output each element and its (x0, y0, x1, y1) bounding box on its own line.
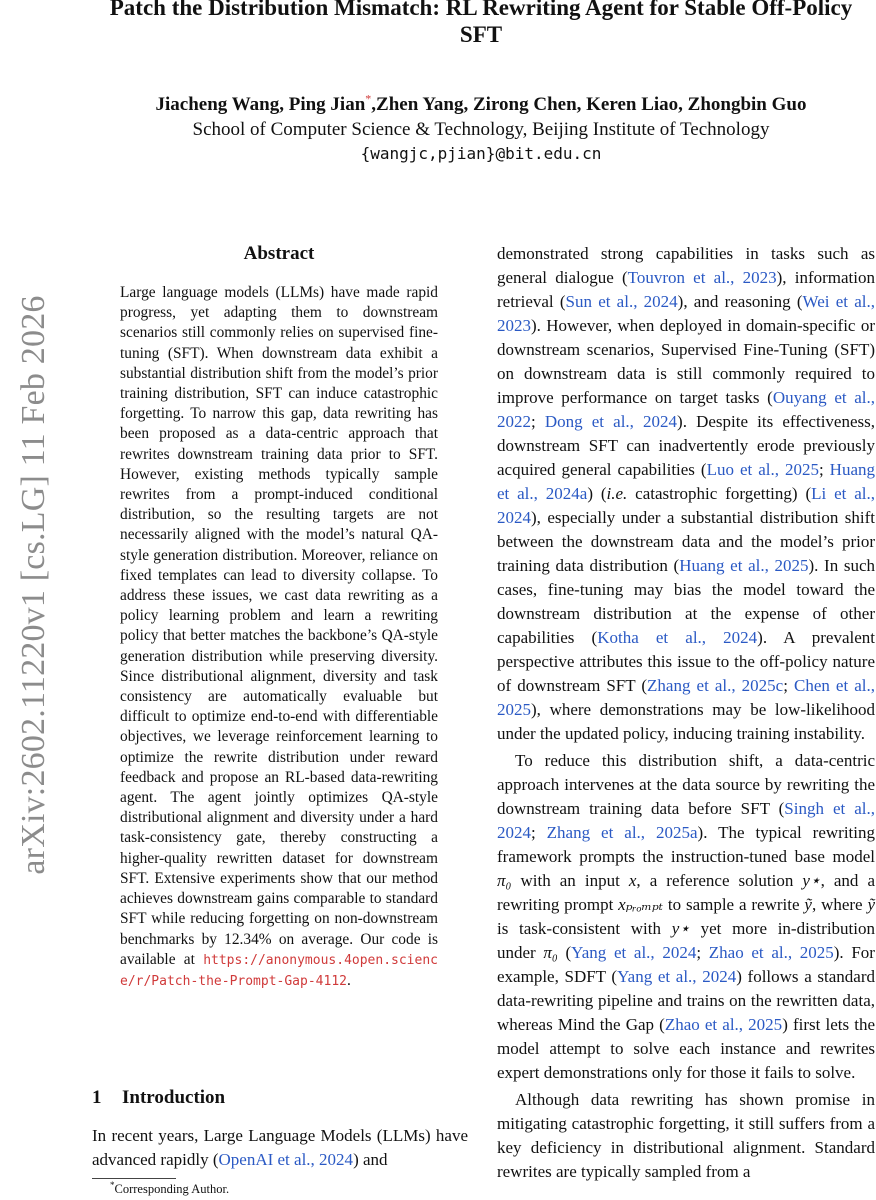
math-inline: π₀ (543, 943, 558, 962)
corresponding-author-mark[interactable]: * (365, 91, 372, 106)
footnote-text: Corresponding Author. (114, 1182, 230, 1196)
abstract-heading: Abstract (243, 243, 315, 264)
intro-left-paragraph (92, 1124, 468, 1172)
citation-link[interactable]: Wei et al., 2023 (497, 292, 875, 335)
intro-paragraph-1 (497, 242, 875, 746)
citation-link[interactable]: Yang et al., 2024 (571, 943, 697, 962)
citation-link[interactable]: Kotha et al., 2024 (597, 628, 758, 647)
body-text: ) first lets the model attempt to solve each instance and rewrites expert demonstrations only for those it fails to solve. (497, 1015, 876, 1082)
body-text: ). However, when deployed in domain-specific or downstream scenarios, Supervised Fine-Tuning (SFT) on downstream data is still commonly required to improve performance on target tasks ( (497, 316, 875, 407)
body-text: ), where demonstrations may be low-likelihood under the updated policy, inducing training instability. (497, 700, 875, 743)
body-text: ). The typical rewriting framework prompts the instruction-tuned base model (497, 823, 875, 866)
citation-link[interactable]: Singh et al., 2024 (497, 799, 875, 842)
section-number: 1 (92, 1087, 102, 1108)
citation-link[interactable]: Sun et al., 2024 (565, 292, 678, 311)
citation-link[interactable]: Zhao et al., 2025 (708, 943, 834, 962)
body-text: , a reference solution (636, 871, 803, 890)
authors-part-1: Jiacheng Wang, Ping Jian (155, 94, 366, 115)
author-list (96, 93, 866, 117)
body-text: yet more in-distribution under (497, 919, 875, 962)
code-link[interactable]: https://anonymous.4open.science/r/Patch-the-Prompt-Gap-4112 (120, 952, 438, 989)
abstract-text: Large language models (LLMs) have made rapid progress, yet adapting them to downstream scenarios still commonly relies on supervised fine-tuning (SFT). When downstream data exhibit a substantial distribution shift from the model’s prior training distribution, SFT can induce catastrophic forgetting. To narrow this gap, data rewriting has been proposed as a data-centric approach that rewrites downstream training data prior to SFT. However, existing methods typically sample rewrites from a prompt-induced conditional distribution, so the resulting targets are not necessarily aligned with the model’s natural QA-style generation distribution. Moreover, reliance on fixed templates can lead to diversity collapse. To address these issues, we cast data rewriting as a policy learning problem and learn a rewriting policy that better matches the backbone’s QA-style generation distribution while preserving diversity. Since distributional alignment, diversity and task consistency are automatically evaluable but difficult to optimize end-to-end with differentiable objectives, we leverage reinforcement learning to optimize the rewrite distribution under reward feedback and propose an RL-based data-rewriting agent. The agent jointly optimizes QA-style distributional alignment and diversity under a hard task-consistency gate, thereby constructing a higher-quality rewritten dataset for downstream SFT. Extensive experiments show that our method achieves downstream gains comparable to standard SFT while reducing forgetting on non-downstream benchmarks by 12.34% on average. Our code is available at (120, 284, 438, 968)
abstract-body (120, 283, 438, 992)
body-text: ; (531, 412, 545, 431)
footnote-mark: * (110, 1179, 115, 1190)
math-inline: xₚᵣₒₘₚₜ (618, 895, 663, 914)
body-text: , where (811, 895, 868, 914)
body-text: catastrophic forgetting) ( (627, 484, 812, 503)
body-text: ). In such cases, fine-tuning may bias the model toward the downstream distribution at the expense of other capabilities ( (497, 556, 876, 647)
paper-title: Patch the Distribution Mismatch: RL Rewriting Agent for Stable Off-Policy SFT (109, 0, 853, 47)
math-inline: π₀ (497, 871, 512, 890)
body-text: To reduce this distribution shift, a data-centric approach intervenes at the data source by rewriting the downstream training data before SFT ( (497, 751, 875, 818)
body-text: to sample a rewrite (662, 895, 805, 914)
body-text: with an input (511, 871, 629, 890)
citation-link[interactable]: Zhang et al., 2025a (546, 823, 698, 842)
citation-link[interactable]: Ouyang et al., 2022 (497, 388, 876, 431)
body-text: ), and reasoning ( (677, 292, 803, 311)
body-text: ). Despite its effectiveness, downstream SFT can inadvertently erode previously acquired general capabilities ( (497, 412, 875, 479)
body-text: ; (696, 943, 709, 962)
intro-text: In recent years, Large Language Models (LLMs) have advanced rapidly ( (92, 1126, 468, 1169)
body-text: ). A prevalent perspective attributes this issue to the off-policy nature of downstream SFT ( (497, 628, 875, 695)
citation-link[interactable]: Li et al., 2024 (497, 484, 875, 527)
citation-link[interactable]: OpenAI et al., 2024 (218, 1150, 354, 1169)
citation-link[interactable]: Yang et al., 2024 (617, 967, 737, 986)
citation-link[interactable]: Huang et al., 2024a (497, 460, 875, 503)
intro-paragraph-2 (497, 749, 875, 1085)
body-text: ; (783, 676, 794, 695)
math-inline: ỹ (867, 895, 876, 914)
citation-link[interactable]: Luo et al., 2025 (706, 460, 819, 479)
body-text: is task-consistent with (497, 919, 672, 938)
authors-part-2: ,Zhen Yang, Zirong Chen, Keren Liao, Zhongbin Guo (371, 94, 807, 115)
body-text: , and a rewriting prompt (497, 871, 875, 914)
math-inline: ỹ (804, 895, 812, 914)
footnote (110, 1181, 229, 1197)
body-text: ), especially under a substantial distribution shift between the downstream data and the model’s prior training data distribution ( (497, 508, 875, 575)
intro-text: ) and (353, 1150, 388, 1169)
footnote-rule (92, 1178, 176, 1179)
body-text: ( (557, 943, 572, 962)
body-text: ; (531, 823, 547, 842)
citation-link[interactable]: Touvron et al., 2023 (627, 268, 777, 287)
citation-link[interactable]: Zhang et al., 2025c (647, 676, 784, 695)
citation-link[interactable]: Chen et al., 2025 (497, 676, 875, 719)
intro-paragraph-3: Although data rewriting has shown promise in mitigating catastrophic forgetting, it still suffers from a key deficiency in distributional alignment. Standard rewrites are typically sampled from a (497, 1090, 875, 1181)
math-inline: y⋆ (671, 919, 690, 938)
body-text: ). For example, SDFT ( (497, 943, 875, 986)
body-text: ), information retrieval ( (497, 268, 875, 311)
body-text: ) follows a standard data-rewriting pipeline and trains on the rewritten data, whereas Mind the Gap ( (497, 967, 875, 1034)
arxiv-identifier: arXiv:2602.11220v1 [cs.LG] 11 Feb 2026 (15, 295, 52, 875)
section-heading-introduction (92, 1085, 225, 1111)
citation-link[interactable]: Dong et al., 2024 (544, 412, 678, 431)
abstract-end: . (346, 971, 351, 989)
body-text: ) ( (587, 484, 607, 503)
body-text: ; (818, 460, 830, 479)
email-address: {wangjc,pjian}@bit.edu.cn (360, 144, 602, 163)
section-title: Introduction (122, 1087, 226, 1108)
citation-link[interactable]: Huang et al., 2025 (679, 556, 809, 575)
body-text: demonstrated strong capabilities in tasks such as general dialogue ( (497, 244, 875, 287)
math-inline: i.e. (606, 484, 628, 503)
math-inline: x (628, 871, 637, 890)
right-column (497, 242, 875, 1184)
math-inline: y⋆ (802, 871, 821, 890)
citation-link[interactable]: Zhao et al., 2025 (664, 1015, 783, 1034)
affiliation: School of Computer Science & Technology, Beijing Institute of Technology (192, 119, 770, 140)
